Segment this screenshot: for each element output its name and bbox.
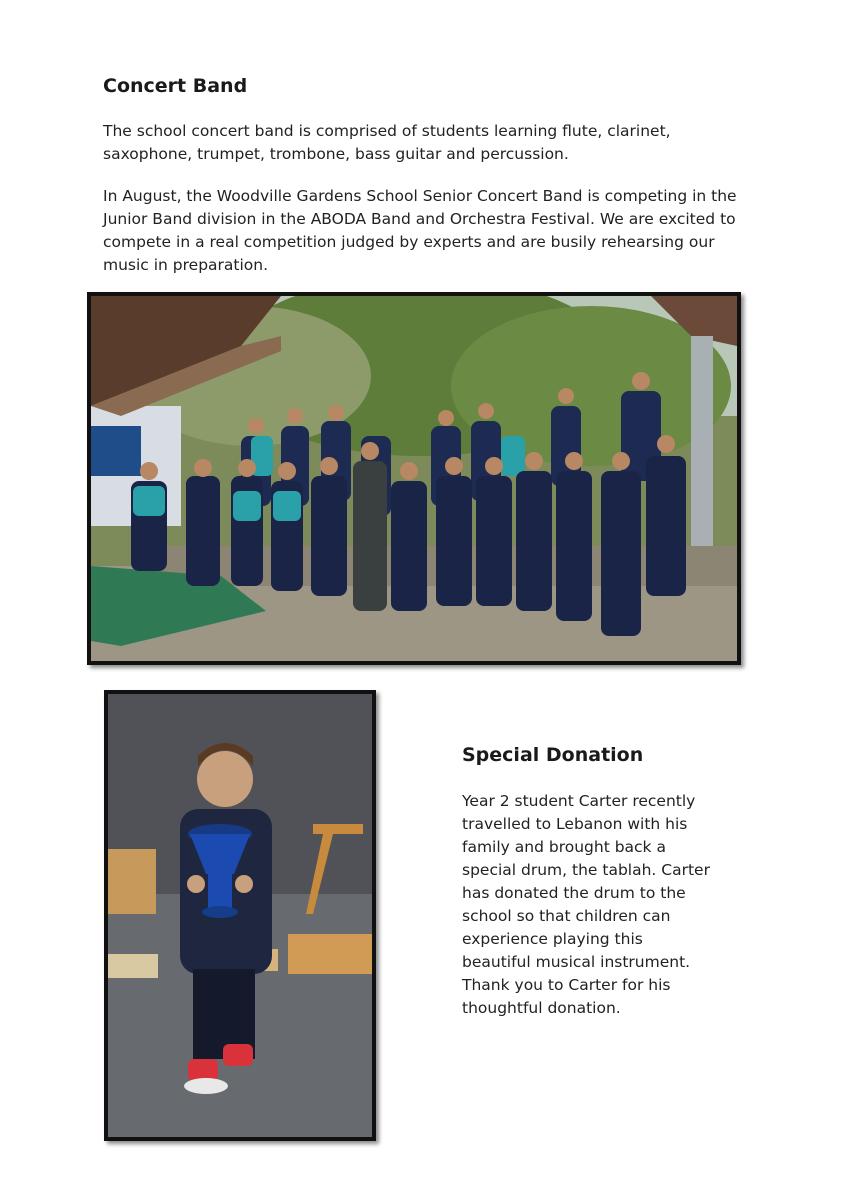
concert-band-paragraph-1: The school concert band is comprised of students learning flute, clarinet, saxophone, trumpet, trombone, bass guitar and percussion. <box>103 122 671 163</box>
concert-band-paragraph-2: In August, the Woodville Gardens School Senior Concert Band is competing in the Junior Band division in the ABODA Band and Orchestra Festival. We are excited to compete in a real competition judged by experts and are busily rehearsing our music in preparation. <box>103 187 737 274</box>
concert-band-photo <box>87 292 741 665</box>
special-donation-heading: Special Donation <box>462 744 644 766</box>
concert-band-heading: Concert Band <box>103 75 248 97</box>
special-donation-paragraph: Year 2 student Carter recently travelled to Lebanon with his family and brought back a special drum, the tablah. Carter has donated the drum to the school so that children can experience playing this beautiful musical instrument. Thank you to Carter for his thoughtful donation. <box>462 792 710 1017</box>
carter-drum-photo <box>104 690 376 1141</box>
